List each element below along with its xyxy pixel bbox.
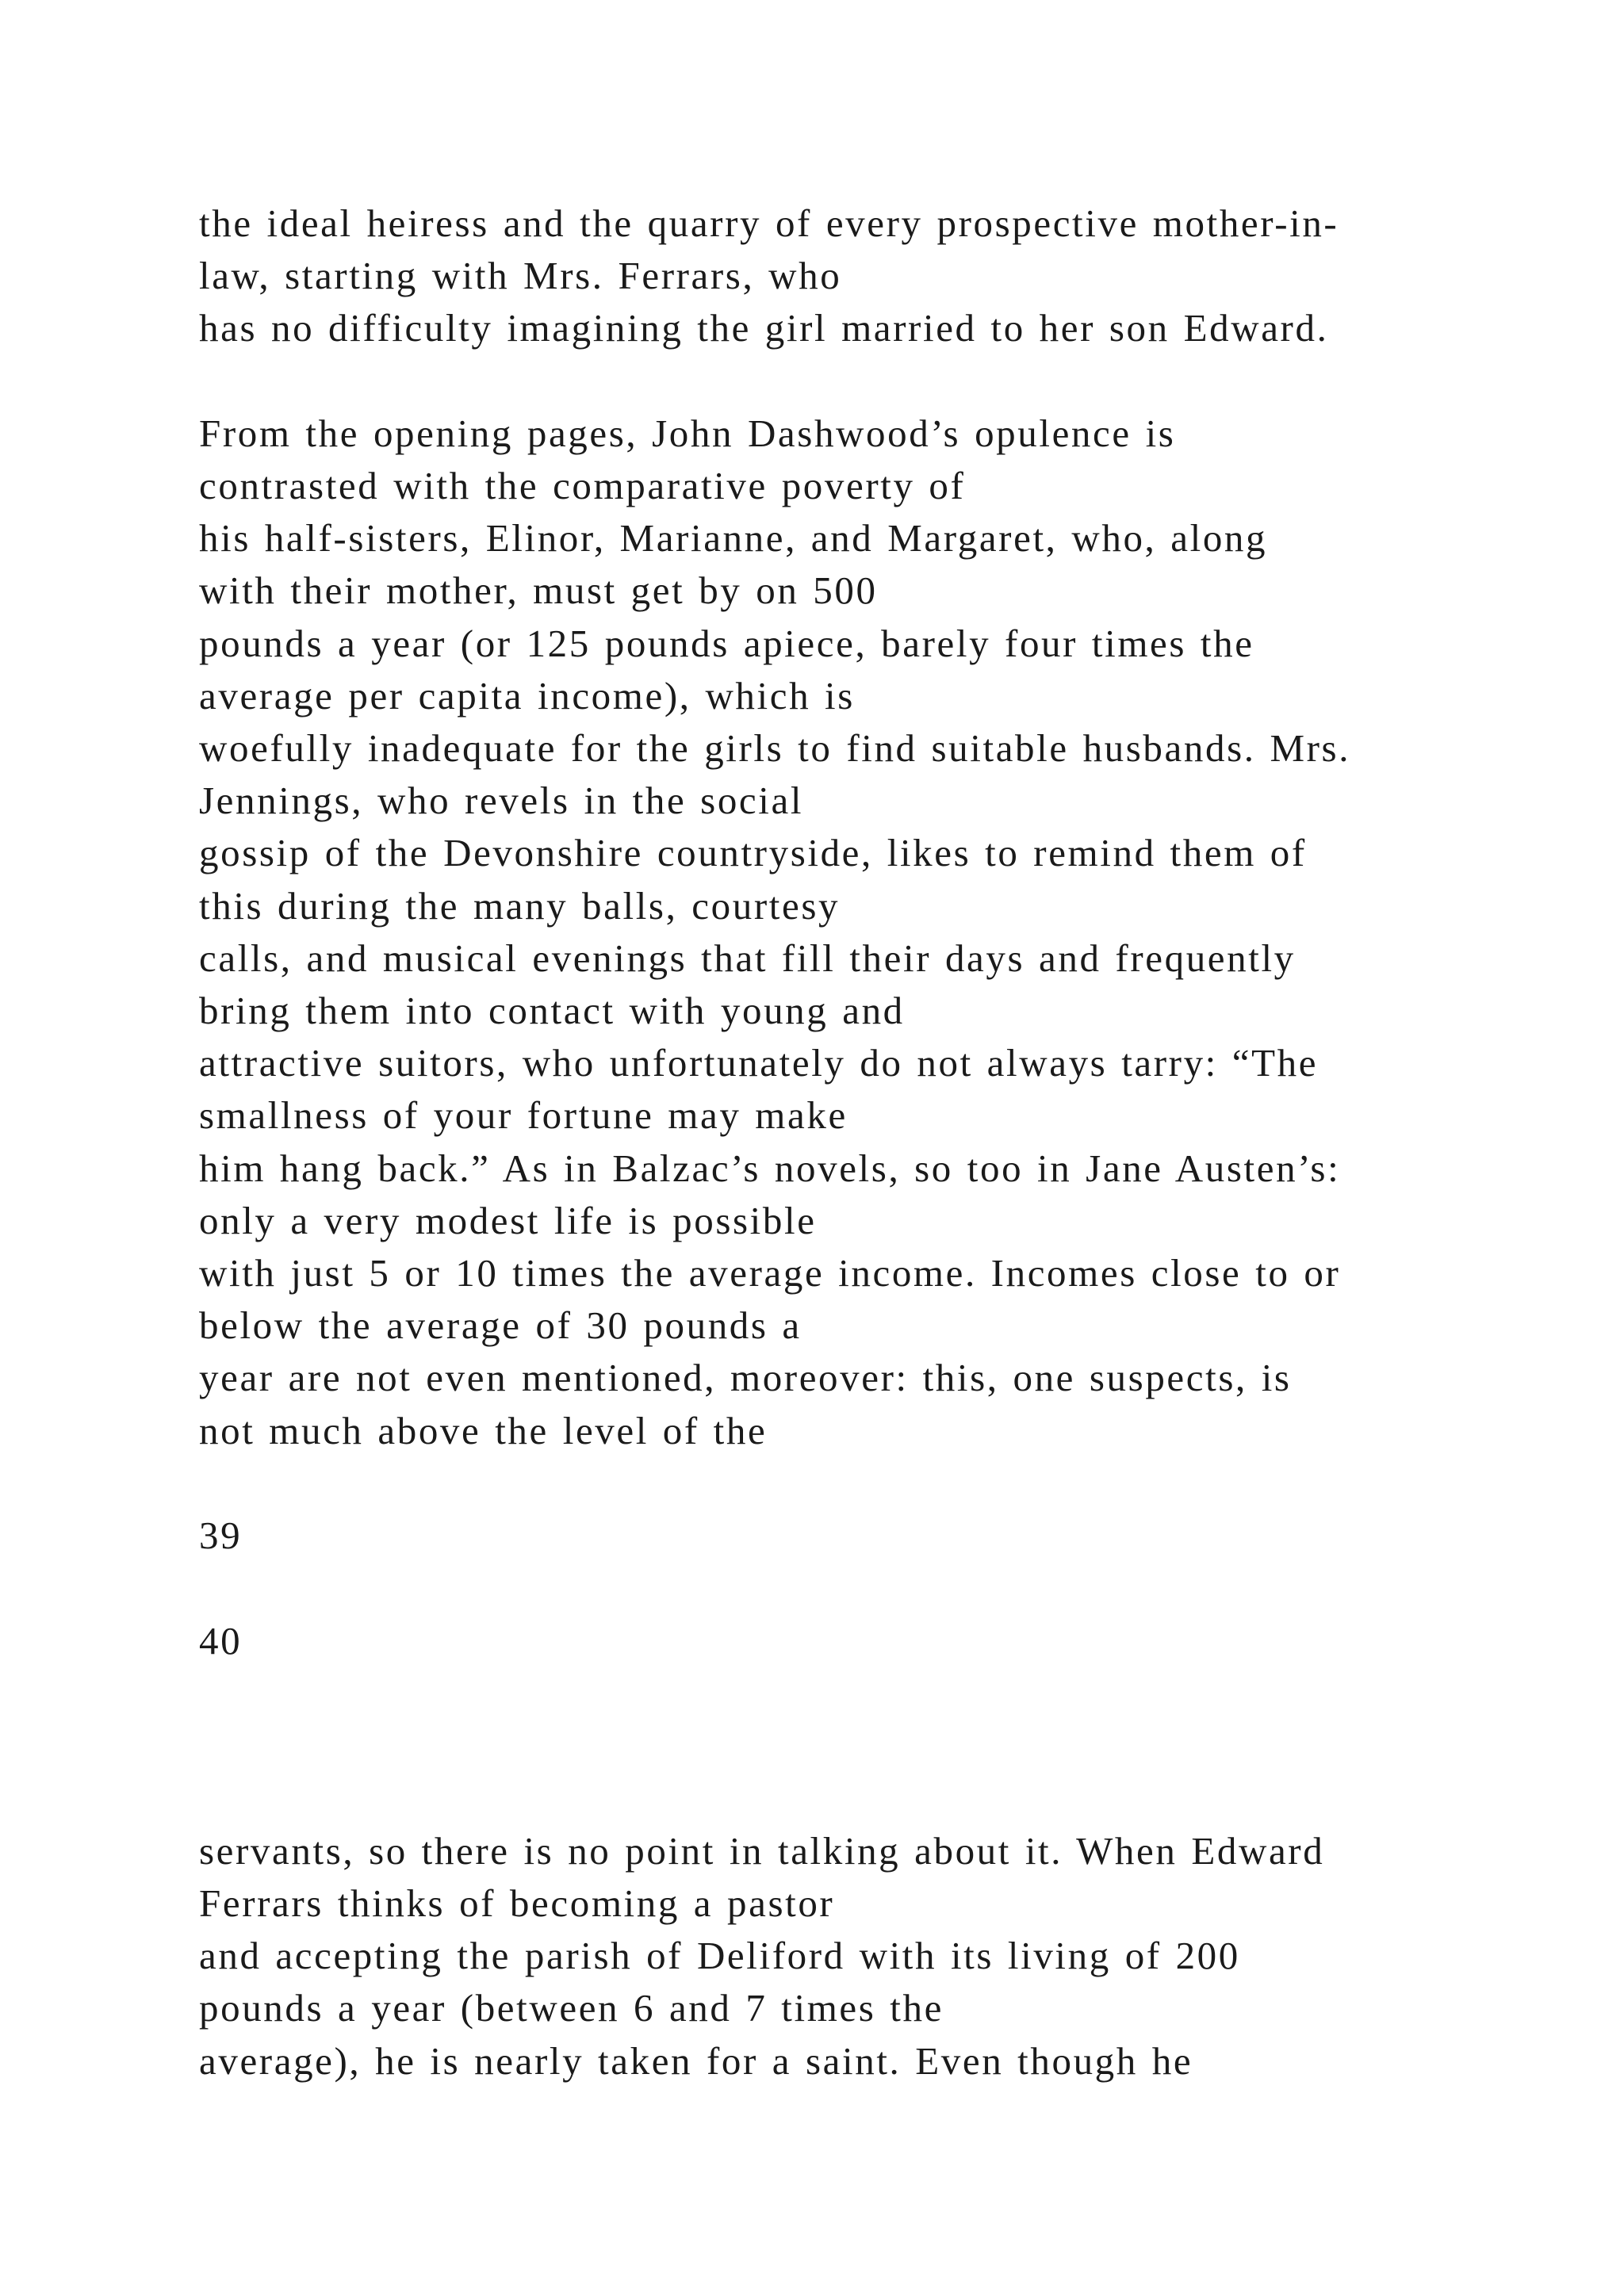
- text-line: only a very modest life is possible: [199, 1199, 817, 1242]
- text-line: contrasted with the comparative poverty of: [199, 464, 966, 507]
- text-line: him hang back.” As in Balzac’s novels, so too in Jane Austen’s:: [199, 1146, 1341, 1190]
- text-line: with their mother, must get by on 500: [199, 568, 878, 612]
- text-line: gossip of the Devonshire countryside, likes to remind them of: [199, 831, 1307, 874]
- text-line: year are not even mentioned, moreover: this, one suspects, is: [199, 1356, 1292, 1399]
- text-line: bring them into contact with young and: [199, 989, 905, 1032]
- text-line: smallness of your fortune may make: [199, 1093, 848, 1137]
- text-line: average), he is nearly taken for a saint. Even though he: [199, 2039, 1193, 2083]
- text-line: average per capita income), which is: [199, 674, 855, 718]
- text-line: the ideal heiress and the quarry of every prospective mother-in-: [199, 201, 1339, 245]
- text-line: pounds a year (between 6 and 7 times the: [199, 1986, 944, 2030]
- text-line: has no difficulty imagining the girl married to her son Edward.: [199, 306, 1329, 350]
- text-line: and accepting the parish of Deliford with its living of 200: [199, 1934, 1240, 1977]
- text-line: law, starting with Mrs. Ferrars, who: [199, 254, 842, 297]
- text-line: Ferrars thinks of becoming a pastor: [199, 1881, 835, 1925]
- text-line: pounds a year (or 125 pounds apiece, barely four times the: [199, 622, 1254, 665]
- text-line: not much above the level of the: [199, 1409, 768, 1452]
- text-line: with just 5 or 10 times the average income. Incomes close to or: [199, 1251, 1341, 1295]
- text-line: calls, and musical evenings that fill their days and frequently: [199, 936, 1296, 980]
- text-line: his half-sisters, Elinor, Marianne, and Margaret, who, along: [199, 516, 1268, 560]
- text-line: servants, so there is no point in talking about it. When Edward: [199, 1829, 1325, 1873]
- page-number: 39: [199, 1513, 243, 1557]
- text-line: Jennings, who revels in the social: [199, 779, 804, 822]
- text-line: woefully inadequate for the girls to find suitable husbands. Mrs.: [199, 726, 1351, 770]
- text-line: this during the many balls, courtesy: [199, 884, 841, 928]
- text-line: attractive suitors, who unfortunately do not always tarry: “The: [199, 1041, 1319, 1085]
- text-line: From the opening pages, John Dashwood’s opulence is: [199, 411, 1176, 455]
- text-line: below the average of 30 pounds a: [199, 1303, 802, 1347]
- page-number: 40: [199, 1619, 243, 1663]
